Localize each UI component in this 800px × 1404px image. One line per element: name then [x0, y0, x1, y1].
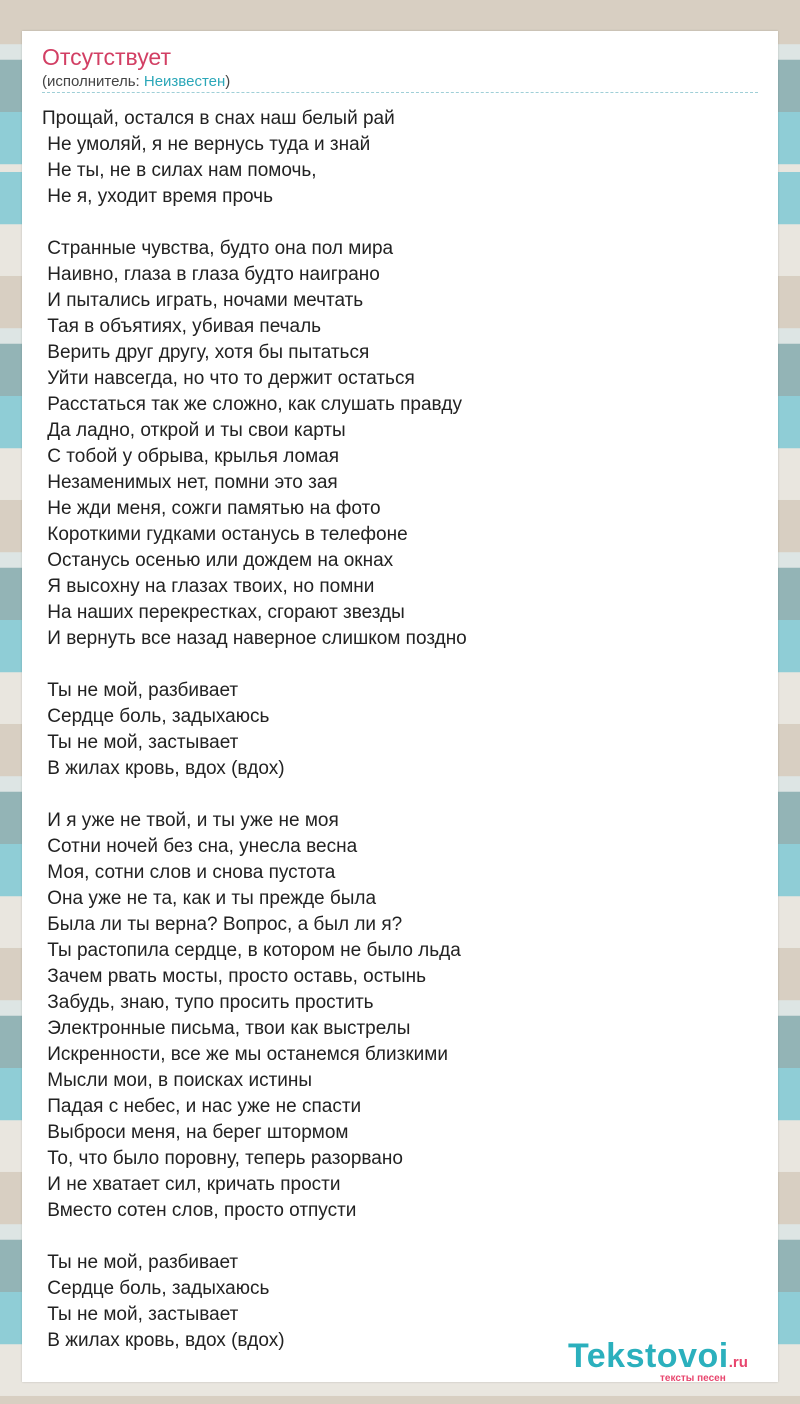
lyric-line: Искренности, все же мы останемся близкими [42, 1044, 448, 1065]
lyric-line: Странные чувства, будто она пол мира [42, 238, 394, 259]
lyric-line: И пытались играть, ночами мечтать [42, 290, 364, 311]
lyric-line: И вернуть все назад наверное слишком поздно [42, 628, 467, 649]
lyric-line: Не жди меня, сожги памятью на фото [42, 498, 381, 519]
lyric-line [42, 1224, 762, 1250]
lyric-line: И не хватает сил, кричать прости [42, 1174, 341, 1195]
lyric-line: Моя, сотни слов и снова пустота [42, 862, 336, 883]
lyric-line: Сердце боль, задыхаюсь [42, 706, 270, 727]
lyric-line: Не я, уходит время прочь [42, 186, 273, 207]
lyric-line: Ты растопила сердце, в котором не было льда [42, 940, 461, 961]
lyric-line: Ты не мой, разбивает [42, 680, 239, 701]
lyric-line: Короткими гудками останусь в телефоне [42, 524, 408, 545]
lyrics-text [42, 106, 762, 1354]
lyric-line: Сердце боль, задыхаюсь [42, 1278, 270, 1299]
lyric-line [42, 782, 762, 808]
lyric-line: Забудь, знаю, тупо просить простить [42, 992, 374, 1013]
lyric-line: Она уже не та, как и ты прежде была [42, 888, 377, 909]
lyric-line: С тобой у обрыва, крылья ломая [42, 446, 340, 467]
lyric-line: Электронные письма, твои как выстрелы [42, 1018, 411, 1039]
lyric-line: Ты не мой, разбивает [42, 1252, 239, 1273]
lyrics-card [22, 31, 778, 1382]
lyric-line: Тая в объятиях, убивая печаль [42, 316, 322, 337]
lyric-line [42, 652, 762, 678]
lyric-line: В жилах кровь, вдох (вдох) [42, 758, 285, 779]
logo-name: Tekstovoi [568, 1337, 729, 1375]
lyric-line: Не ты, не в силах нам помочь, [42, 160, 317, 181]
lyric-line: В жилах кровь, вдох (вдох) [42, 1330, 285, 1351]
lyric-line: Была ли ты верна? Вопрос, а был ли я? [42, 914, 403, 935]
artist-prefix: (исполнитель: [42, 73, 144, 90]
header-divider [42, 92, 758, 93]
lyric-line: Расстаться так же сложно, как слушать правду [42, 394, 463, 415]
lyric-line [42, 210, 762, 236]
lyric-line: Прощай, остался в снах наш белый рай [42, 108, 395, 129]
logo-wordmark [568, 1337, 748, 1376]
lyric-line: Падая с небес, и нас уже не спасти [42, 1096, 362, 1117]
lyric-line: Уйти навсегда, но что то держит остаться [42, 368, 415, 389]
lyric-line: Верить друг другу, хотя бы пытаться [42, 342, 370, 363]
lyric-line: Зачем рвать мосты, просто оставь, остынь [42, 966, 426, 987]
lyric-line: На наших перекрестках, сгорают звезды [42, 602, 405, 623]
logo-tagline: тексты песен [660, 1373, 726, 1384]
lyric-line: Ты не мой, застывает [42, 732, 239, 753]
lyric-line: Выброси меня, на берег штормом [42, 1122, 349, 1143]
lyric-line: Я высохну на глазах твоих, но помни [42, 576, 375, 597]
lyric-line: Не умоляй, я не вернусь туда и знай [42, 134, 371, 155]
lyric-line: Да ладно, открой и ты свои карты [42, 420, 346, 441]
lyric-line: Наивно, глаза в глаза будто наиграно [42, 264, 380, 285]
lyric-line: Незаменимых нет, помни это зая [42, 472, 338, 493]
lyric-line: Останусь осенью или дождем на окнах [42, 550, 394, 571]
lyric-line: И я уже не твой, и ты уже не моя [42, 810, 339, 831]
artist-suffix: ) [225, 73, 231, 90]
lyric-line: То, что было поровну, теперь разорвано [42, 1148, 403, 1169]
lyric-line: Сотни ночей без сна, унесла весна [42, 836, 358, 857]
artist-line [42, 73, 230, 90]
logo-tld: .ru [728, 1354, 748, 1371]
site-logo[interactable] [568, 1337, 778, 1384]
lyric-line: Мысли мои, в поисках истины [42, 1070, 313, 1091]
lyric-line: Вместо сотен слов, просто отпусти [42, 1200, 357, 1221]
lyric-line: Ты не мой, застывает [42, 1304, 239, 1325]
song-title: Отсутствует [42, 44, 171, 70]
artist-link[interactable]: Неизвестен [143, 73, 226, 90]
